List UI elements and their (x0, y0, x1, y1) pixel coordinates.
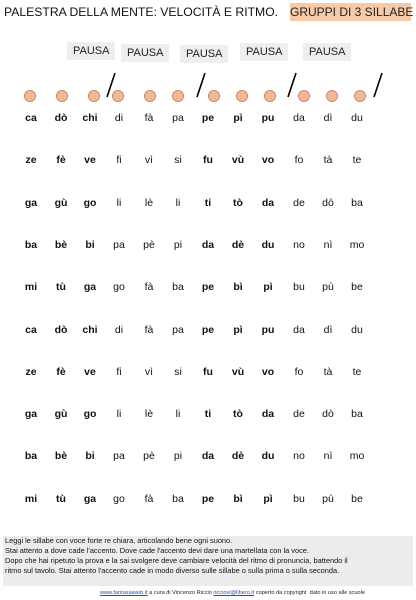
syllable: da (293, 324, 305, 336)
syllable: go (113, 281, 125, 293)
instruction-line: Leggi le sillabe con voce forte re chiara, articolando bene ogni suono. (5, 536, 233, 545)
syllable: fà (144, 281, 154, 293)
syllable-stressed: pu (261, 324, 275, 336)
syllable: si (174, 154, 182, 166)
copyright-text: coperto da copyright (255, 590, 307, 596)
website-link[interactable]: www.fantasiaweb.it (100, 590, 148, 596)
syllable-stressed: ga (83, 493, 97, 505)
syllable: fo (294, 154, 304, 166)
syllable: pa (172, 112, 184, 124)
syllable: fi (116, 366, 122, 378)
syllable-stressed: fu (203, 366, 213, 378)
syllable: te (352, 366, 362, 378)
syllable: be (351, 493, 363, 505)
curator-text: a cura di Vincenzo Riccio (149, 590, 212, 596)
syllable-stressed: pe (201, 112, 215, 124)
syllable-stressed: pu (261, 112, 275, 124)
syllable: be (351, 281, 363, 293)
syllable: pa (113, 450, 125, 462)
syllable-stressed: ga (24, 197, 38, 209)
syllable-stressed: dè (231, 450, 245, 462)
instructions-box (3, 536, 413, 586)
syllable: pi (173, 450, 183, 462)
slash-separator-icon (194, 72, 208, 98)
beat-circle (208, 90, 220, 102)
syllable: pù (322, 493, 334, 505)
syllable-stressed: ba (24, 450, 38, 462)
syllable-stressed: mi (24, 493, 38, 505)
syllable: li (116, 197, 122, 209)
syllable: mo (349, 239, 365, 251)
syllable-stressed: dè (231, 239, 245, 251)
syllable-stressed: pì (233, 324, 243, 336)
syllable-stressed: bì (233, 281, 243, 293)
syllable: mo (349, 450, 365, 462)
syllable: fi (116, 154, 122, 166)
syllable: no (293, 450, 305, 462)
syllable: dò (322, 408, 334, 420)
usage-text: dato in uso alle scuole (309, 590, 365, 596)
syllable-stressed: chi (82, 112, 98, 124)
syllable: fà (144, 324, 154, 336)
syllable-stressed: gù (54, 408, 68, 420)
syllable-stressed: ti (204, 197, 212, 209)
syllable: de (293, 408, 305, 420)
syllable-stressed: go (83, 197, 97, 209)
syllable-stressed: mi (24, 281, 38, 293)
pause-label: PAUSA (67, 42, 115, 60)
beat-circle (56, 90, 68, 102)
syllable-stressed: da (261, 197, 275, 209)
syllable-stressed: da (201, 450, 215, 462)
syllable-stressed: bi (85, 450, 95, 462)
syllable-stressed: bè (54, 239, 68, 251)
syllable: li (175, 197, 181, 209)
syllable-stressed: bì (233, 493, 243, 505)
syllable-stressed: ve (84, 366, 96, 378)
syllable: li (175, 408, 181, 420)
syllable: bu (293, 493, 305, 505)
syllable-stressed: chi (82, 324, 98, 336)
syllable-stressed: du (261, 239, 275, 251)
syllable: fo (294, 366, 304, 378)
syllable-stressed: gù (54, 197, 68, 209)
syllable: tà (323, 154, 333, 166)
syllable: vì (144, 154, 154, 166)
syllable-stressed: tò (233, 408, 243, 420)
instruction-line: ritmo sul tavolo. Stai attento l'accento cade in modo diverso sulle sillabe o sulla prima o sulla seconda. (5, 566, 340, 575)
pause-label: PAUSA (180, 45, 228, 63)
beat-circle (236, 90, 248, 102)
syllable-stressed: vo (261, 154, 275, 166)
footer-credits (100, 588, 416, 598)
syllable-stressed: tò (233, 197, 243, 209)
syllable-stressed: ze (25, 154, 37, 166)
syllable-stressed: da (261, 408, 275, 420)
syllable: ba (351, 197, 363, 209)
beat-circle (354, 90, 366, 102)
syllable-stressed: du (261, 450, 275, 462)
syllable-stressed: bi (85, 239, 95, 251)
syllable-stressed: dò (54, 112, 68, 124)
syllable-stressed: fè (56, 366, 66, 378)
syllable: lè (144, 197, 154, 209)
pause-label: PAUSA (240, 43, 288, 61)
syllable: dò (322, 197, 334, 209)
syllable: li (116, 408, 122, 420)
syllable: go (113, 493, 125, 505)
instruction-line: Stai attento a dove cade l'accento. Dove cade l'accento devi dare una martellata con la voce. (5, 546, 309, 555)
syllable: pè (143, 239, 155, 251)
beat-circle (24, 90, 36, 102)
syllable: nì (323, 239, 333, 251)
syllable-stressed: vù (231, 154, 245, 166)
syllable-stressed: pe (201, 324, 215, 336)
syllable-stressed: ze (25, 366, 37, 378)
syllable: dì (323, 324, 333, 336)
syllable-stressed: ti (204, 408, 212, 420)
syllable-stressed: ga (83, 281, 97, 293)
syllable-stressed: tù (56, 281, 66, 293)
syllable-stressed: pì (263, 493, 273, 505)
syllable: pa (113, 239, 125, 251)
syllable-stressed: fè (56, 154, 66, 166)
syllable: di (114, 324, 124, 336)
syllable-stressed: pe (201, 493, 215, 505)
syllable: no (293, 239, 305, 251)
syllable: du (351, 112, 363, 124)
email-link[interactable]: ricciovi@libero.it (213, 590, 255, 596)
syllable: ba (172, 281, 184, 293)
syllable-stressed: ba (24, 239, 38, 251)
syllable: dì (323, 112, 333, 124)
slash-separator-icon (285, 72, 299, 98)
syllable: da (293, 112, 305, 124)
beat-circle (298, 90, 310, 102)
syllable-stressed: fu (203, 154, 213, 166)
syllable-stressed: pì (233, 112, 243, 124)
syllable-stressed: da (201, 239, 215, 251)
syllable: tà (323, 366, 333, 378)
syllable: pè (143, 450, 155, 462)
syllable: ba (351, 408, 363, 420)
syllable: pa (172, 324, 184, 336)
syllable-stressed: pe (201, 281, 215, 293)
syllable-stressed: go (83, 408, 97, 420)
syllable: fà (144, 493, 154, 505)
slash-separator-icon (371, 72, 385, 98)
syllable-stressed: bè (54, 450, 68, 462)
syllable-stressed: ca (25, 324, 37, 336)
syllable: de (293, 197, 305, 209)
group-badge: GRUPPI DI 3 SILLABE (290, 5, 414, 19)
syllable: lè (144, 408, 154, 420)
syllable: bu (293, 281, 305, 293)
syllable-stressed: ve (84, 154, 96, 166)
pause-label: PAUSA (121, 44, 169, 62)
syllable: ba (172, 493, 184, 505)
syllable: te (352, 154, 362, 166)
syllable-stressed: ca (25, 112, 37, 124)
beat-circle (326, 90, 338, 102)
syllable-stressed: pì (263, 281, 273, 293)
syllable: si (174, 366, 182, 378)
beat-circle (88, 90, 100, 102)
beat-circle (172, 90, 184, 102)
syllable: di (114, 112, 124, 124)
syllable-stressed: ga (24, 408, 38, 420)
syllable-stressed: tù (56, 493, 66, 505)
syllable: pi (173, 239, 183, 251)
syllable-stressed: vù (231, 366, 245, 378)
beat-circle (112, 90, 124, 102)
syllable: vì (144, 366, 154, 378)
syllable: nì (323, 450, 333, 462)
syllable-stressed: dò (54, 324, 68, 336)
syllable: du (351, 324, 363, 336)
syllable: fà (144, 112, 154, 124)
page-title: PALESTRA DELLA MENTE: VELOCITÀ E RITMO. (4, 5, 279, 19)
instruction-line: Dopo che hai ripetuto la prova e la sai svolgere deve cambiare velocità del ritmo di pronuncia, battendo il (5, 556, 348, 565)
beat-circle (144, 90, 156, 102)
beat-circle (264, 90, 276, 102)
syllable-stressed: vo (261, 366, 275, 378)
syllable: pù (322, 281, 334, 293)
pause-label: PAUSA (303, 43, 351, 61)
